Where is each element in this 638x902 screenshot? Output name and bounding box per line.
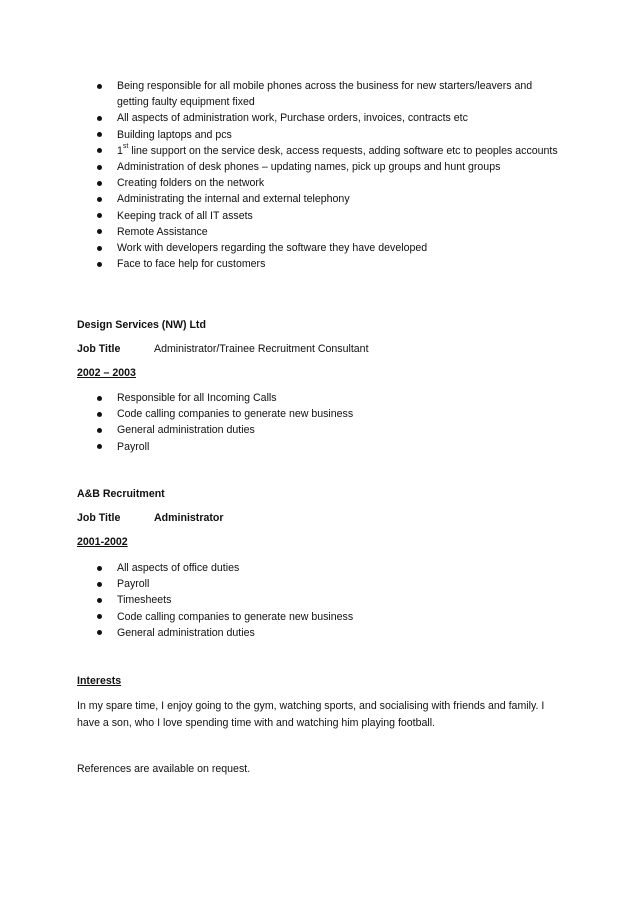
bullet-icon [97, 148, 102, 153]
bullet-icon [97, 614, 102, 619]
bullet-icon [97, 566, 102, 571]
list-item: Work with developers regarding the software they have developed [0, 240, 638, 256]
bullet-icon [97, 412, 102, 417]
bullet-icon [97, 181, 102, 186]
list-item: All aspects of office duties [0, 560, 638, 576]
list-item: Administration of desk phones – updating names, pick up groups and hunt groups [0, 159, 638, 175]
bullet-icon [97, 165, 102, 170]
company-name: A&B Recruitment [77, 488, 165, 500]
list-item: Payroll [0, 576, 638, 592]
list-item: Code calling companies to generate new business [0, 609, 638, 625]
list-item: Timesheets [0, 592, 638, 608]
list-item: All aspects of administration work, Purchase orders, invoices, contracts etc [0, 110, 638, 126]
bullet-icon [97, 229, 102, 234]
list-item: 1st line support on the service desk, access requests, adding software etc to peoples accounts [0, 143, 638, 159]
interests-heading: Interests [77, 675, 122, 687]
bullet-icon [97, 630, 102, 635]
list-item: Building laptops and pcs [0, 127, 638, 143]
job1-duties-list [0, 390, 638, 455]
list-item: Payroll [0, 439, 638, 455]
list-item: Code calling companies to generate new business [0, 406, 638, 422]
bullet-icon [97, 213, 102, 218]
job2-duties-list [0, 560, 638, 641]
bullet-icon [97, 444, 102, 449]
job-dates: 2002 – 2003 [77, 367, 136, 379]
list-item: Remote Assistance [0, 224, 638, 240]
bullet-icon [97, 84, 102, 89]
bullet-icon [97, 132, 102, 137]
bullet-icon [97, 396, 102, 401]
list-item: Administrating the internal and external telephony [0, 191, 638, 207]
interests-text: In my spare time, I enjoy going to the gym, watching sports, and socialising with friends and family. I have a son, who I love spending time with and watching him playing football. [77, 700, 545, 729]
bullet-icon [97, 598, 102, 603]
job-dates: 2001-2002 [77, 536, 128, 548]
bullet-icon [97, 428, 102, 433]
list-item: General administration duties [0, 422, 638, 438]
list-item: Being responsible for all mobile phones across the business for new starters/leavers and getting faulty equipment fixed [0, 78, 638, 110]
bullet-icon [97, 246, 102, 251]
bullet-icon [97, 197, 102, 202]
job-title-label: Job Title [77, 343, 121, 355]
duties-list-top [0, 78, 638, 272]
job-title-label: Job Title [77, 512, 121, 524]
list-item: Keeping track of all IT assets [0, 208, 638, 224]
references-note: References are available on request. [77, 763, 251, 775]
list-item: General administration duties [0, 625, 638, 641]
list-item: Responsible for all Incoming Calls [0, 390, 638, 406]
job-title: Administrator [154, 512, 224, 524]
list-item: Creating folders on the network [0, 175, 638, 191]
bullet-icon [97, 582, 102, 587]
bullet-icon [97, 262, 102, 267]
bullet-icon [97, 116, 102, 121]
company-name: Design Services (NW) Ltd [77, 319, 206, 331]
job-title: Administrator/Trainee Recruitment Consultant [154, 343, 369, 355]
list-item: Face to face help for customers [0, 256, 638, 272]
